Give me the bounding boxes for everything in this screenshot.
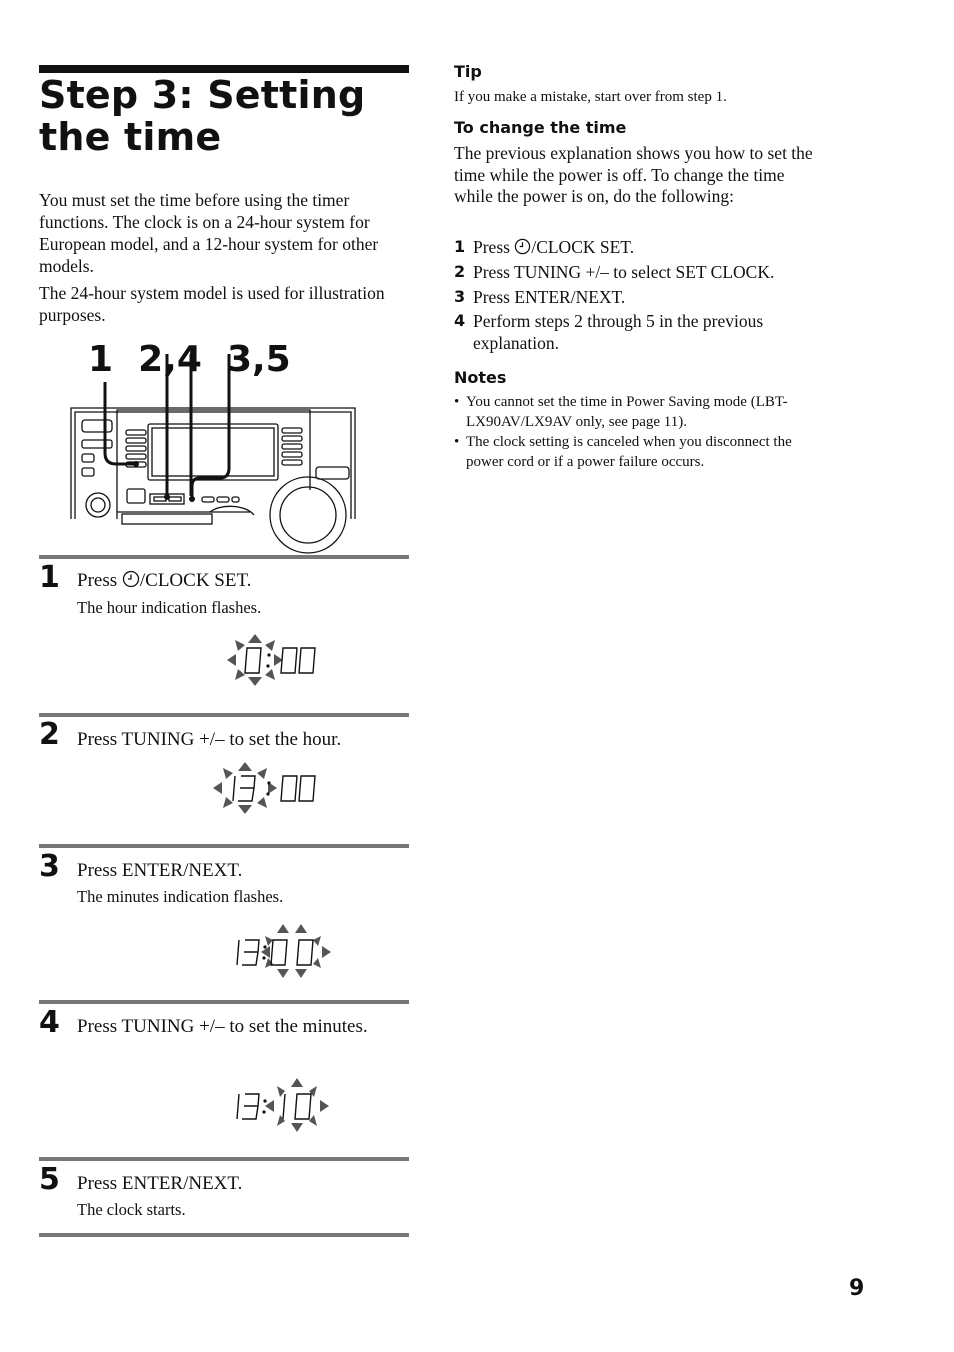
list-item: [454, 310, 824, 354]
bullet: •: [454, 434, 460, 450]
step-result: The clock starts.: [77, 1200, 186, 1219]
bullet: •: [454, 394, 460, 410]
list-number: 4: [454, 311, 466, 330]
clock-icon: [122, 570, 140, 588]
lcd-value: 19:10: [225, 1061, 262, 1078]
step-number: 1: [39, 560, 60, 595]
step-instruction-prefix: Press: [77, 570, 122, 591]
step-instruction: [77, 568, 407, 593]
page-number: 9: [849, 1276, 865, 1301]
list-item-text: Press TUNING +/– to select SET CLOCK.: [473, 262, 775, 282]
step-divider: [39, 555, 409, 559]
lcd-display-hour-flashing: [205, 615, 335, 692]
step-result: The minutes indication flashes.: [77, 887, 284, 906]
clock-icon: [514, 238, 531, 255]
list-number: 2: [454, 262, 466, 281]
lcd-display-hour-flashing: [205, 745, 335, 822]
notes-heading: Notes: [454, 368, 507, 387]
lcd-display-minutes-flashing: [225, 1061, 340, 1138]
step-instruction: Press TUNING +/– to set the hour.: [77, 729, 342, 750]
tip-heading: Tip: [454, 62, 482, 81]
step-number: 4: [39, 1005, 60, 1040]
step-result: The hour indication flashes.: [77, 598, 262, 617]
intro-paragraph: You must set the time before using the timer functions. The clock is on a 24-hour system for European model, and a 12-hour system for other models.: [39, 190, 379, 276]
step-divider: [39, 1000, 409, 1004]
intro-note-paragraph: The 24-hour system model is used for illustration purposes.: [39, 283, 385, 325]
step-instruction: Press TUNING +/– to set the minutes.: [77, 1016, 368, 1037]
callout-numbers: 1 2,4 3,5: [88, 339, 291, 380]
page-title: Step 3: Setting the time: [39, 73, 366, 159]
tip-text: If you make a mistake, start over from step 1.: [454, 89, 727, 105]
step-instruction: Press ENTER/NEXT.: [77, 860, 243, 881]
step-number: 3: [39, 849, 60, 884]
note-text: You cannot set the time in Power Saving mode (LBT-LX90AV/LX9AV only, see page 11).: [466, 394, 788, 430]
list-item-text: Press ENTER/NEXT.: [473, 287, 626, 307]
note-item: [454, 393, 814, 432]
step-divider: [39, 1157, 409, 1161]
list-item: [454, 286, 834, 308]
lcd-value: 19:00: [205, 745, 242, 762]
list-number: 3: [454, 287, 466, 306]
step-instruction-label: /CLOCK SET.: [139, 570, 252, 591]
step-instruction: Press ENTER/NEXT.: [77, 1173, 243, 1194]
list-number: 1: [454, 237, 466, 256]
note-text: The clock setting is canceled when you disconnect the power cord or if a power failure occurs.: [466, 434, 792, 470]
step-divider: [39, 844, 409, 848]
title-rule: [39, 65, 409, 73]
lcd-value: 0:00: [205, 615, 234, 632]
list-item-text: /CLOCK SET.: [531, 237, 635, 257]
note-item: [454, 433, 826, 472]
list-item: [454, 261, 834, 283]
lcd-display-minutes-flashing: [225, 907, 340, 984]
stereo-front-panel-icon: [60, 350, 360, 525]
step-divider: [39, 713, 409, 717]
lcd-value: 19:00: [225, 907, 262, 924]
list-item-text: Perform steps 2 through 5 in the previous explanation.: [473, 311, 764, 353]
step-number: 2: [39, 717, 60, 752]
step-number: 5: [39, 1162, 60, 1197]
section-end-rule: [39, 1233, 409, 1237]
list-item: [454, 236, 834, 258]
change-time-paragraph: The previous explanation shows you how to set the time while the power is off. To change the time while the power is on, do the following:: [454, 143, 813, 206]
list-item-prefix: Press: [473, 237, 515, 257]
change-time-heading: To change the time: [454, 118, 627, 137]
